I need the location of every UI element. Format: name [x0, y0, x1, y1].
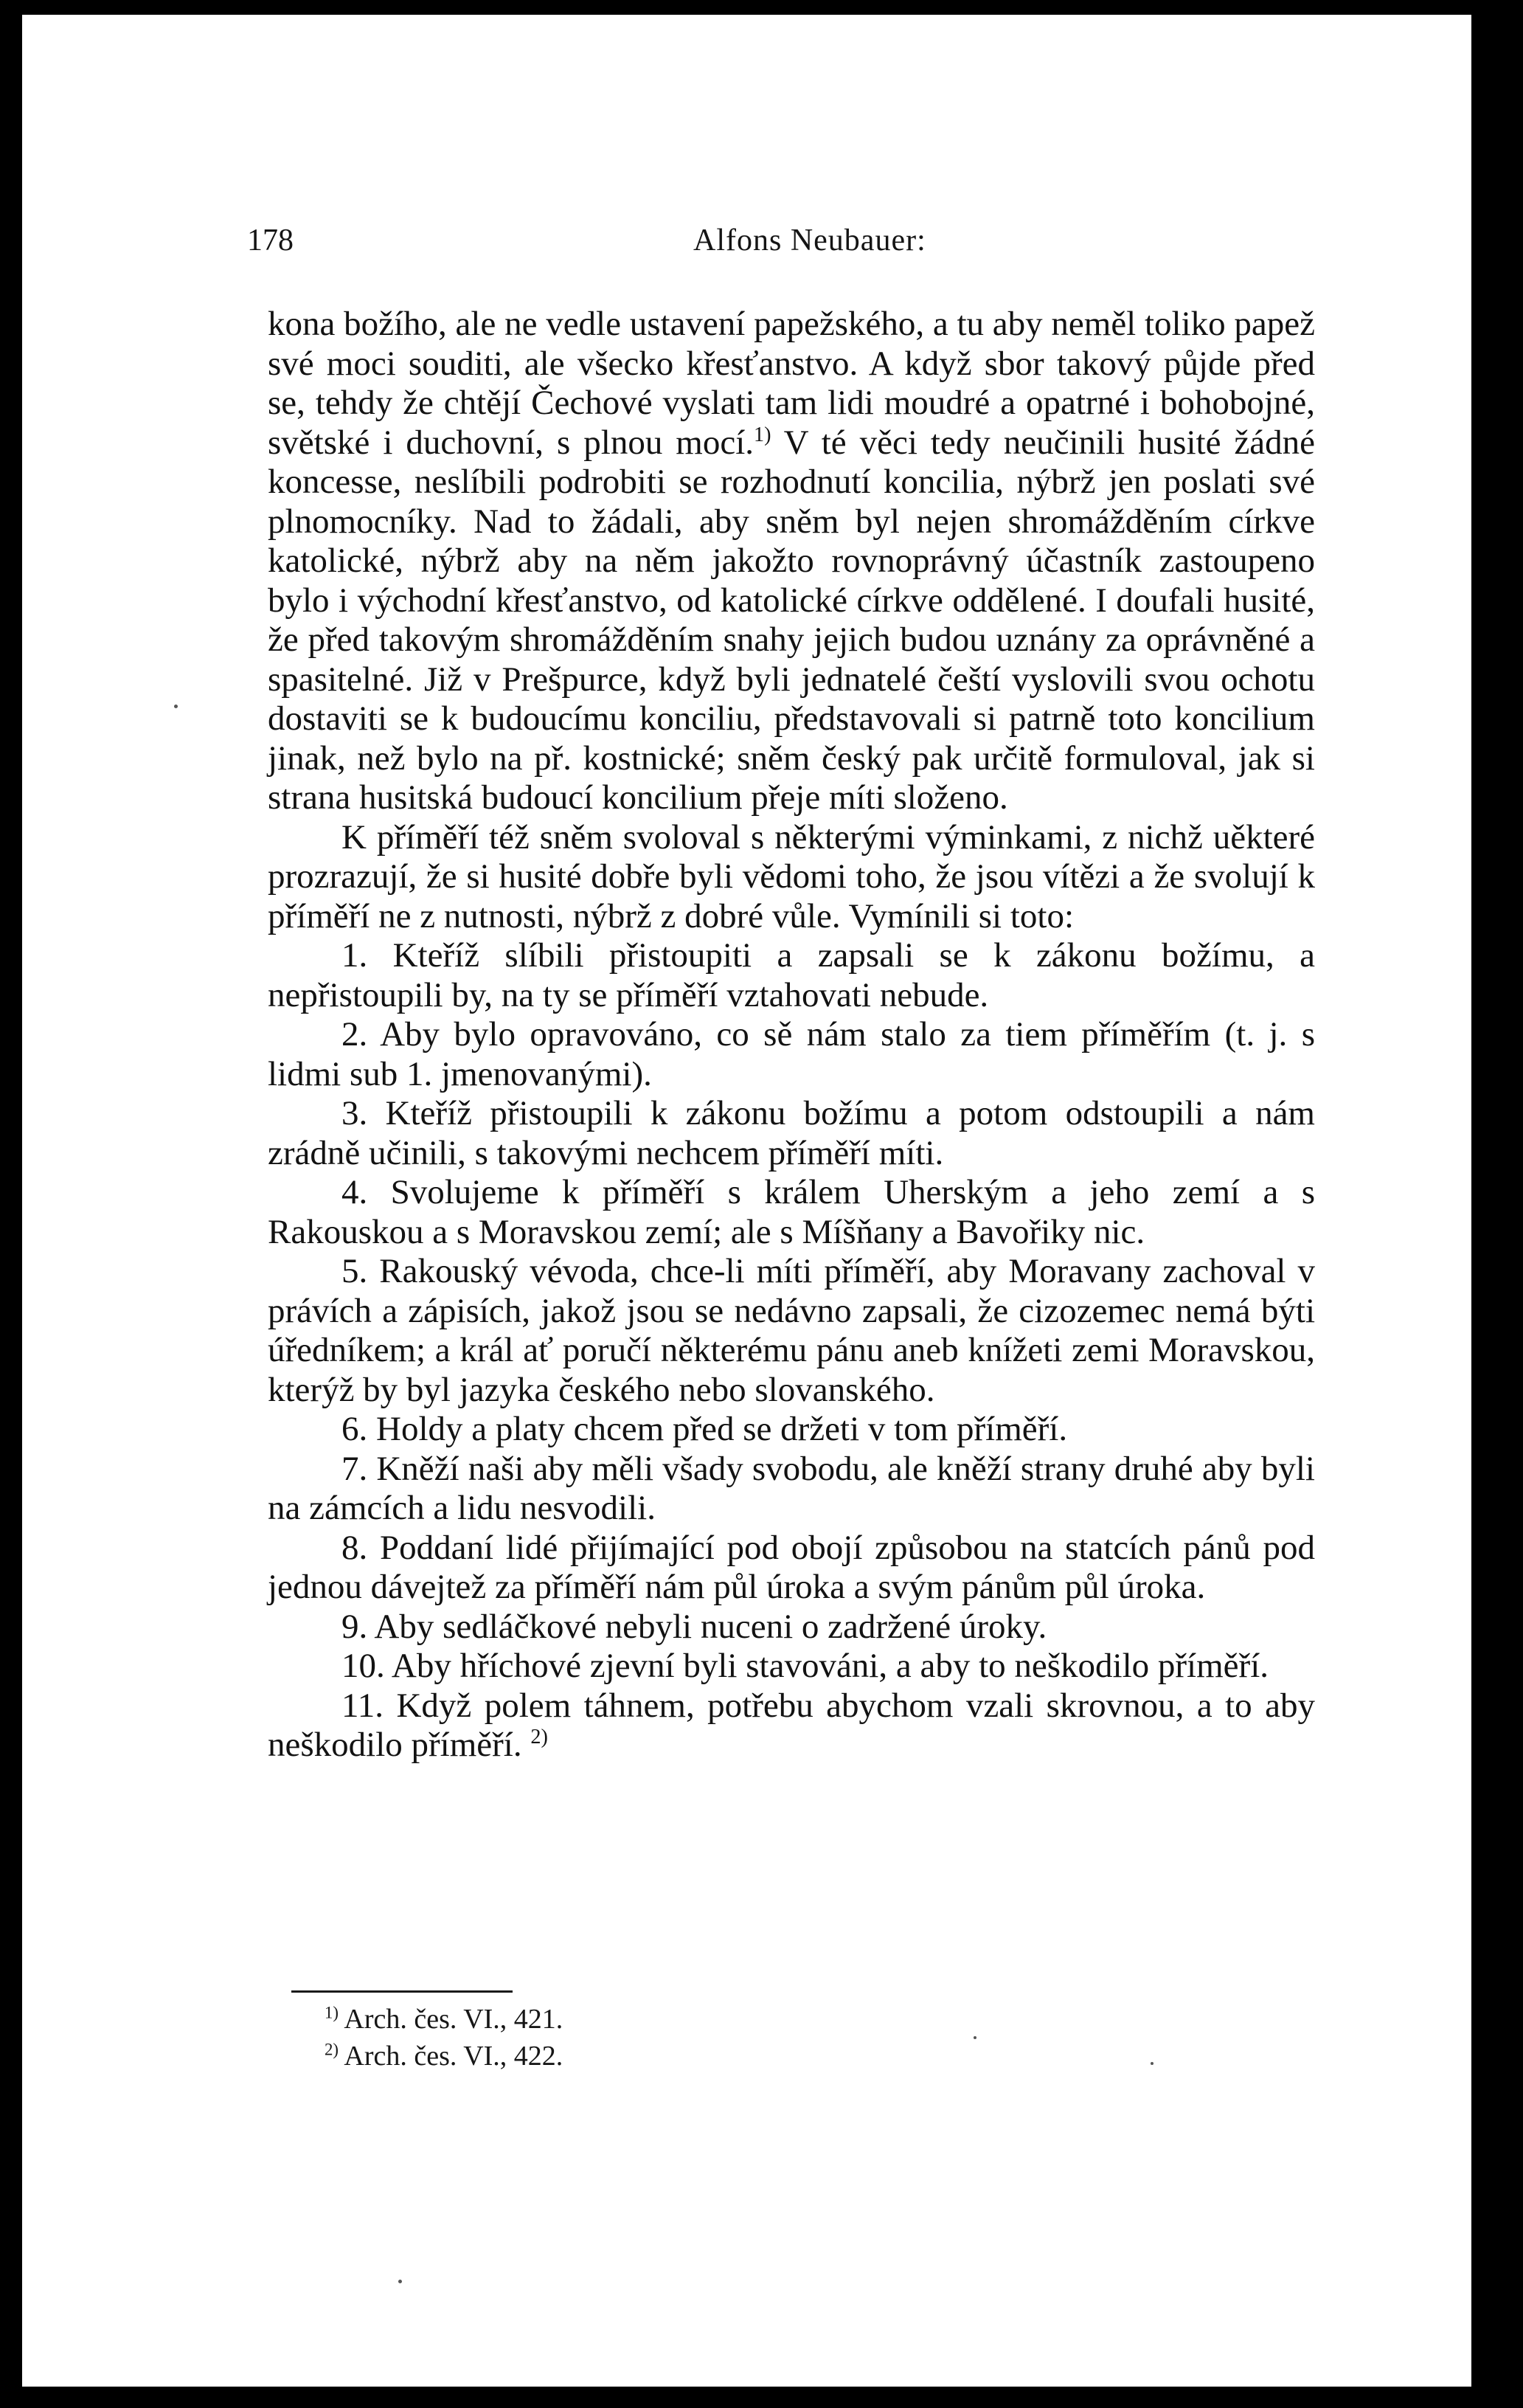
body-text [268, 305, 1315, 1765]
footnote-ref: 2) [530, 1726, 548, 1749]
footnote [325, 2001, 915, 2038]
footnote-mark: 2) [325, 2040, 339, 2059]
paragraph [268, 305, 1315, 818]
footnote-ref: 1) [754, 423, 771, 446]
list-item: 7. Kněží naši aby měli všady svobodu, ale kněží strany druhé aby byli na zámcích a lidu nesvodili. [268, 1449, 1315, 1527]
scan-speck [1151, 2062, 1153, 2065]
list-item-text: 11. Když polem táhnem, potřebu abychom vzali skrovnou, a to aby neškodilo příměří. [268, 1686, 1315, 1764]
footnote-mark: 1) [325, 2003, 339, 2022]
scan-speck [174, 705, 178, 708]
footnote-text: Arch. čes. VI., 421. [344, 2004, 563, 2035]
list-item: 10. Aby hříchové zjevní byli stavováni, a aby to neškodilo příměří. [341, 1647, 1269, 1685]
scan-speck [974, 2036, 976, 2039]
footnote [325, 2038, 915, 2075]
paragraph-text: kona božího, ale ne vedle ustavení papežského, a tu aby neměl toliko papež své moci souditi, ale všecko křesťanstvo. A když sbor takový půjde před se, tehdy že chtějí Čechové vyslati tam lidi moudré a opatrné i bohobojné, světské i duchovní, s plnou mocí. [268, 305, 1315, 462]
list-item [268, 1686, 1315, 1765]
scan-border [1471, 0, 1523, 2408]
list-item: 4. Svolujeme k příměří s králem Uherským a jeho zemí a s Rakouskou a s Moravskou zemí; ale s Míšňany a Bavořiky nic. [268, 1173, 1315, 1251]
page-number: 178 [247, 224, 294, 257]
list-item: 3. Kteříž přistoupili k zákonu božímu a potom odstoupili a nám zrádně učinili, s takovými nechcem příměří míti. [268, 1094, 1315, 1172]
list-item: 5. Rakouský vévoda, chce-li míti příměří, aby Moravany zachoval v právích a zápisích, jakož jsou se nedávno zapsali, že cizozemec nemá býti úředníkem; a král ať poručí některému pánu aneb knížeti zemi Moravskou, kterýž by byl jazyka českého nebo slovanského. [268, 1252, 1315, 1409]
page-header [247, 223, 1353, 267]
scan-speck [398, 2280, 402, 2283]
footnote-text: Arch. čes. VI., 422. [344, 2041, 563, 2072]
list-item: 6. Holdy a platy chcem před se držeti v tom příměří. [341, 1410, 1068, 1448]
paragraph-text: V té věci tedy neučinili husité žádné koncesse, neslíbili podrobiti se rozhodnutí koncilia, nýbrž jen poslati své plnomocníky. Nad to žádali, aby sněm byl nejen shromážděním církve katolické, nýbrž aby na něm jakožto rovnoprávný účastník zastoupeno bylo i východní křesťanstvo, od katolické církve oddělené. I doufali husité, že před takovým shromážděním snahy jejich budou uznány za oprávněné a spasitelné. Již v Prešpurce, když byli jednatelé čeští vyslovili svou ochotu dostaviti se k budoucímu konciliu, představovali si patrně toto koncilium jinak, než bylo na př. kostnické; sněm český pak určitě formuloval, jak si strana husitská budoucí koncilium přeje míti složeno. [268, 423, 1315, 817]
footnote-rule [291, 1990, 513, 1993]
list-item: 1. Kteříž slíbili přistoupiti a zapsali se k zákonu božímu, a nepřistoupili by, na ty se příměří vztahovati nebude. [268, 936, 1315, 1014]
list-item: 8. Poddaní lidé přijímající pod obojí způsobou na statcích pánů pod jednou dávejtež za příměří nám půl úroka a svým pánům půl úroka. [268, 1528, 1315, 1606]
list-item: 9. Aby sedláčkové nebyli nuceni o zadržené úroky. [341, 1607, 1047, 1646]
paragraph: K příměří též sněm svoloval s některými výminkami, z nichž uěkteré prozrazují, že si husité dobře byli vědomi toho, že jsou vítězi a že svolují k příměří ne z nutnosti, nýbrž z dobré vůle. Vymínili si toto: [268, 817, 1315, 935]
list-item: 2. Aby bylo opravováno, co sě nám stalo za tiem příměřím (t. j. s lidmi sub 1. jmenovanými). [268, 1015, 1315, 1093]
footnotes [325, 2001, 915, 2075]
running-head: Alfons Neubauer: [693, 224, 926, 257]
